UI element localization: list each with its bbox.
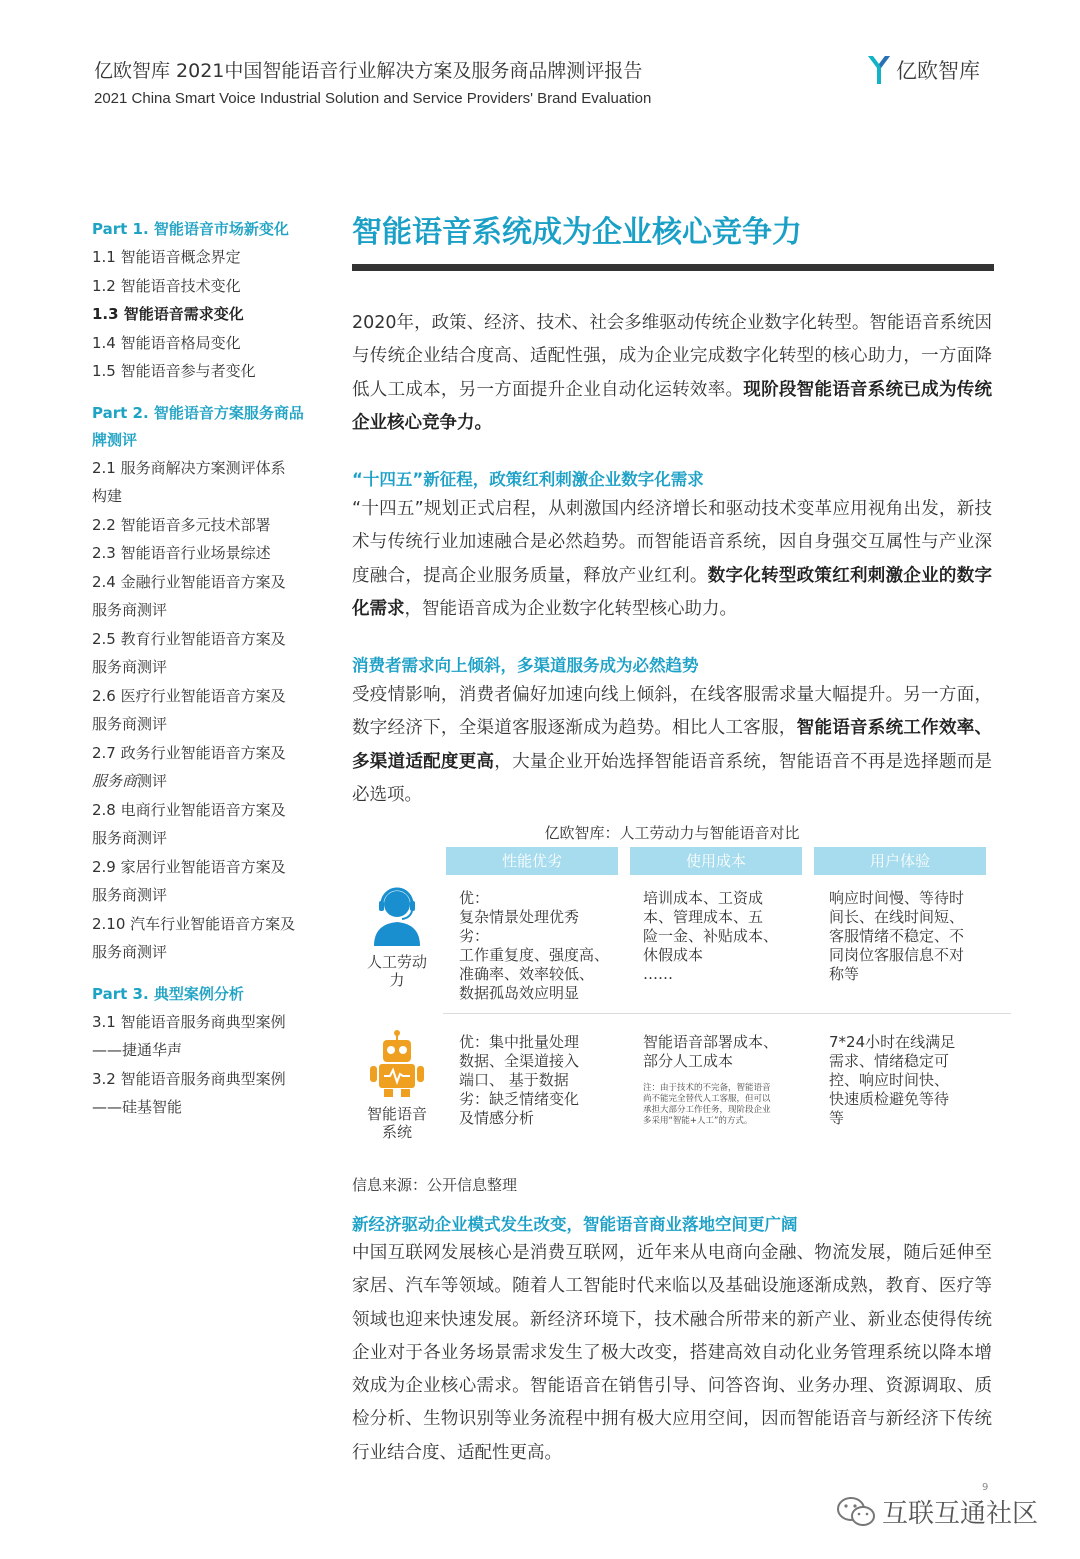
cell-line: 数据孤岛效应明显 [459, 984, 580, 1002]
watermark-text: 互联互通社区 [882, 1499, 1039, 1529]
cell-voice-performance [459, 1033, 579, 1128]
header-performance: 性能优劣 [446, 847, 618, 875]
toc-item-2-1[interactable] [92, 454, 317, 511]
cell-line: 部分人工成本 [643, 1052, 734, 1070]
header-experience: 用户体验 [814, 847, 986, 875]
para-text: “十四五”规划正式启程，从刺激国内经济增长和驱动技术变革应用视角出发，新技术与传统行业加速融合是必然趋势。而智能语音系统，因自身强交互属性与产业深度融合，提高企业服务质量，释放产业红利。 [352, 499, 992, 586]
cell-line: 休假成本 [643, 946, 704, 964]
toc-part-2-title-line1: Part 2. 智能语音方案服务商品 [92, 403, 304, 422]
cell-line: 劣： [459, 927, 490, 945]
cell-line: 等 [829, 1109, 845, 1127]
note-line: 注：由于技术的不完备，智能语音 [643, 1083, 771, 1093]
toc-item-2-5[interactable] [92, 625, 317, 682]
cost-footnote [643, 1083, 771, 1127]
cell-line: 优： [459, 889, 490, 907]
cell-line: 劣：缺乏情绪变化 [459, 1090, 580, 1108]
cell-line: 同岗位客服信息不对 [829, 946, 965, 964]
para-bold-text: 数字化转型政策红利刺激企业的数字化需求 [352, 565, 993, 619]
toc-item-2-9[interactable] [92, 853, 317, 910]
cell-voice-cost [643, 1033, 778, 1071]
cell-line: 险一金、补贴成本、 [643, 927, 779, 945]
toc-italic-text: 服务商 [92, 772, 138, 790]
report-title-cn: 亿欧智库 2021中国智能语音行业解决方案及服务商品牌测评报告 [94, 60, 643, 82]
toc-item-line: 2.8 电商行业智能语音方案及 [92, 800, 286, 819]
toc-item-1-3-active[interactable]: 1.3 智能语音需求变化 [92, 305, 244, 323]
toc-item-line: 服务商测评 [92, 829, 168, 847]
wechat-watermark [836, 1493, 1038, 1530]
toc-item-2-6[interactable] [92, 682, 317, 739]
intro-paragraph [352, 307, 992, 440]
toc-item-1-1[interactable]: 1.1 智能语音概念界定 [92, 248, 241, 266]
toc-part-3-title[interactable]: Part 3. 典型案例分析 [92, 984, 244, 1003]
para-text-tail: ，大量企业开始选择智能语音系统，智能语音不再是选择题而是必选项。 [352, 751, 993, 805]
cell-line: 响应时间慢、等待时 [829, 889, 965, 907]
cell-line: …… [643, 965, 673, 983]
row-divider [443, 1013, 1011, 1014]
cell-line: 培训成本、工资成 [643, 889, 764, 907]
cell-line: 复杂情景处理优秀 [459, 908, 580, 926]
toc-item-2-3[interactable]: 2.3 智能语音行业场景综述 [92, 544, 271, 562]
paragraph-14th-five-year [352, 493, 992, 626]
toc-item-line: 构建 [92, 487, 123, 505]
logo-icon [866, 54, 892, 86]
cell-line: 工作重复度、强度高、 [459, 946, 610, 964]
robot-icon [368, 1030, 426, 1098]
row-label-line: 系统 [381, 1123, 412, 1141]
toc-item-3-2[interactable] [92, 1065, 317, 1122]
cell-human-experience [829, 889, 964, 984]
page-number: 9 [982, 1482, 989, 1493]
cell-line: 间长、在线时间短、 [829, 908, 965, 926]
toc-part-1-title[interactable]: Part 1. 智能语音市场新变化 [92, 220, 289, 238]
note-line: 承担大部分工作任务，现阶段企业 [643, 1105, 771, 1115]
info-source: 信息来源：公开信息整理 [352, 1176, 518, 1194]
logo-text: 亿欧智库 [896, 59, 980, 83]
toc-item-line: 服务商测评 [92, 601, 168, 619]
cell-line: 准确率、效率较低、 [459, 965, 595, 983]
toc-item-line: 2.6 医疗行业智能语音方案及 [92, 686, 286, 705]
toc-item-line: 服务商测评 [92, 943, 168, 961]
toc-item-line: 3.2 智能语音服务商典型案例 [92, 1069, 286, 1088]
comparison-title: 亿欧智库：人工劳动力与智能语音对比 [544, 824, 800, 842]
row-label-smart-voice [357, 1105, 437, 1141]
note-line: 多采用“智能+人工”的方式。 [643, 1116, 753, 1126]
toc-part-2-title[interactable] [92, 400, 317, 454]
cell-line: 及情感分析 [459, 1109, 535, 1127]
toc-item-2-2[interactable]: 2.2 智能语音多元技术部署 [92, 515, 271, 534]
cell-human-performance [459, 889, 609, 1003]
toc-item-line: 2.1 服务商解决方案测评体系 [92, 458, 286, 477]
subheading-consumer-demand: 消费者需求向上倾斜，多渠道服务成为必然趋势 [352, 656, 699, 675]
toc-item-1-5[interactable]: 1.5 智能语音参与者变化 [92, 362, 256, 380]
report-title-en: 2021 China Smart Voice Industrial Solution and Service Providers' Brand Evaluation [94, 90, 652, 107]
toc-item-line: 2.5 教育行业智能语音方案及 [92, 629, 286, 648]
yiou-logo [866, 52, 996, 88]
para-text-tail: ，智能语音成为企业数字化转型核心助力。 [404, 598, 737, 619]
cell-line: 客服情绪不稳定、不 [829, 927, 965, 945]
toc-item-line: 2.10 汽车行业智能语音方案及 [92, 914, 296, 933]
cell-line: 端口、 基于数据 [459, 1071, 569, 1089]
toc-item-2-7[interactable] [92, 739, 317, 796]
para-text: 受疫情影响，消费者偏好加速向线上倾斜，在线客服需求量大幅提升。另一方面，数字经济下，全渠道客服逐渐成为趋势。相比人工客服， [352, 685, 992, 739]
toc-item-line [92, 767, 317, 796]
intro-bold-text: 现阶段智能语音系统已成为传统企业核心竞争力。 [352, 379, 993, 433]
toc-item-line: 2.4 金融行业智能语音方案及 [92, 572, 286, 591]
toc-item-line: 服务商测评 [92, 658, 168, 676]
cell-line: 称等 [829, 965, 860, 983]
toc-item-line: 服务商测评 [92, 886, 168, 904]
toc-item-line: 2.7 政务行业智能语音方案及 [92, 743, 286, 762]
toc-item-1-4[interactable]: 1.4 智能语音格局变化 [92, 333, 241, 352]
toc-part-2-title-line2: 牌测评 [92, 430, 138, 449]
row-label-line: 人工劳动 [366, 953, 427, 971]
cell-line: 控、响应时间快、 [829, 1071, 950, 1089]
toc-text: 测评 [137, 772, 168, 790]
cell-line: 数据、全渠道接入 [459, 1052, 580, 1070]
title-divider [352, 264, 994, 271]
cell-line: 需求、情绪稳定可 [829, 1052, 950, 1070]
cell-line: 优：集中批量处理 [459, 1033, 580, 1051]
header-cost: 使用成本 [630, 847, 802, 875]
toc-item-3-1[interactable] [92, 1008, 317, 1065]
paragraph-consumer-demand [352, 679, 992, 812]
toc-item-2-8[interactable] [92, 796, 317, 853]
toc-item-2-10[interactable] [92, 910, 317, 967]
cell-line: 本、管理成本、五 [643, 908, 764, 926]
cell-line: 智能语音部署成本、 [643, 1033, 779, 1051]
toc-item-line: ——捷通华声 [92, 1041, 183, 1059]
wechat-icon [836, 1495, 876, 1529]
customer-service-agent-icon [370, 884, 424, 948]
subheading-new-economy: 新经济驱动企业模式发生改变，智能语音商业落地空间更广阔 [352, 1215, 798, 1234]
row-label-line: 智能语音 [366, 1105, 427, 1123]
table-of-contents [92, 216, 317, 1122]
cell-line: 快速质检避免等待 [829, 1090, 950, 1108]
toc-item-2-4[interactable] [92, 568, 317, 625]
cell-line: 7*24小时在线满足 [829, 1033, 956, 1051]
note-line: 尚不能完全替代人工客服，但可以 [643, 1094, 771, 1104]
subheading-14th-five-year: “十四五”新征程，政策红利刺激企业数字化需求 [352, 470, 704, 489]
cell-human-cost [643, 889, 778, 984]
para-bold-text: 智能语音系统工作效率、多渠道适配度更高 [352, 718, 993, 772]
row-label-line: 力 [389, 971, 405, 989]
toc-item-line: 3.1 智能语音服务商典型案例 [92, 1012, 286, 1031]
cell-voice-experience [829, 1033, 955, 1128]
row-label-human [357, 953, 437, 989]
intro-text: 2020年，政策、经济、技术、社会多维驱动传统企业数字化转型。智能语音系统因与传统企业结合度高、适配性强，成为企业完成数字化转型的核心助力，一方面降低人工成本，另一方面提升企业自动化运转效率。 [352, 313, 992, 400]
toc-item-line: 服务商测评 [92, 715, 168, 733]
toc-item-line: 2.9 家居行业智能语音方案及 [92, 857, 286, 876]
paragraph-new-economy: 中国互联网发展核心是消费互联网，近年来从电商向金融、物流发展，随后延伸至家居、汽车等领域。随着人工智能时代来临以及基础设施逐渐成熟，教育、医疗等领域也迎来快速发展。新经济环境下，技术融合所带来的新产业、新业态使得传统企业对于各业务场景需求发生了极大改变，搭建高效自动化业务管理系统以降本增效成为企业核心需求。智能语音在销售引导、问答咨询、业务办理、资源调取、质检分析、生物识别等业务流程中拥有极大应用空间，因而智能语音与新经济下传统行业结合度、适配性更高。 [352, 1243, 992, 1463]
toc-item-1-2[interactable]: 1.2 智能语音技术变化 [92, 276, 241, 295]
toc-item-line: ——硅基智能 [92, 1098, 183, 1116]
section-title: 智能语音系统成为企业核心竞争力 [352, 215, 802, 250]
